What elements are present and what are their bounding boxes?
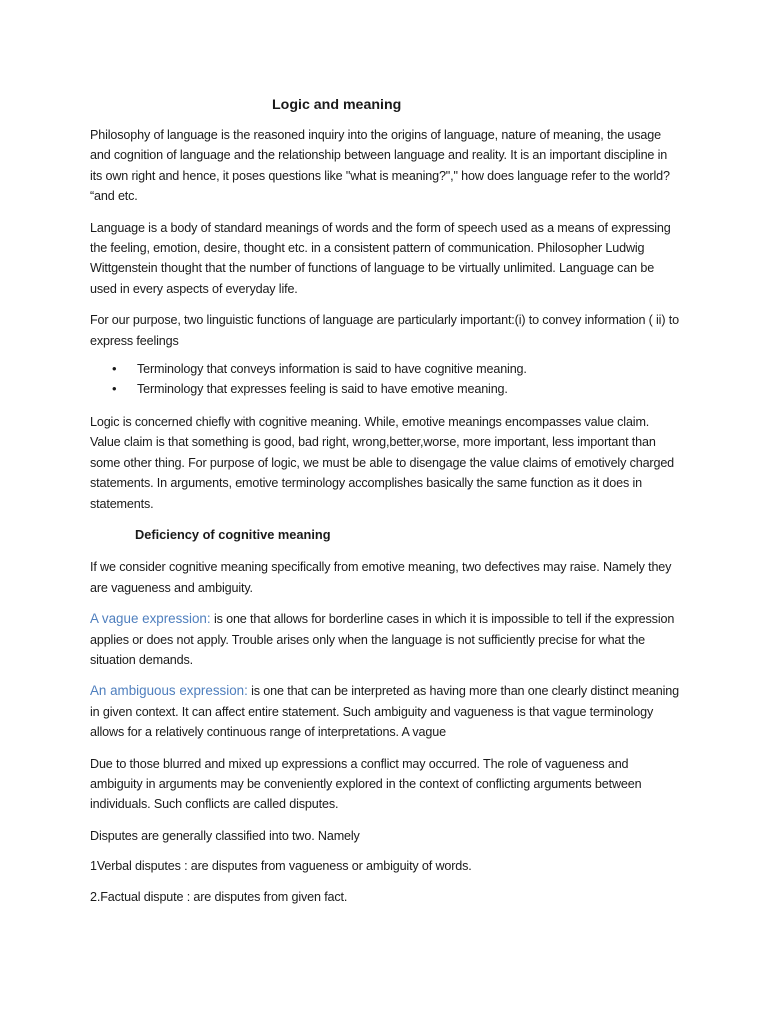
- paragraph-vague-expression: [90, 609, 682, 670]
- paragraph-disputes-context: Due to those blurred and mixed up expressions a conflict may occurred. The role of vagueness and ambiguity in arguments may be conveniently explored in the context of conflicting arguments between individuals. Such conflicts are called disputes.: [90, 756, 642, 812]
- paragraph-defectives: If we consider cognitive meaning specifically from emotive meaning, two defectives may raise. Namely they are vagueness and ambiguity.: [90, 560, 672, 595]
- document-title: Logic and meaning: [272, 97, 402, 113]
- paragraph-factual-dispute: 2.Factual dispute : are disputes from given fact.: [90, 889, 348, 904]
- ambiguous-expression-definition: is one that can be interpreted as having more than one clearly distinct meaning in given context. It can affect entire statement. Such ambiguity and vagueness is that vague terminology allows for a relatively continuous range of interpretations. A vague: [90, 684, 679, 740]
- paragraph-logic-cognitive-meaning: Logic is concerned chiefly with cognitive meaning. While, emotive meanings encompasses value claim. Value claim is that something is good, bad right, wrong,better,worse, more important, less important than some other thing. For purpose of logic, we must be able to disengage the value claims of emotively charged statements. In arguments, emotive terminology accomplishes basically the same function as it does in statements.: [90, 414, 675, 511]
- document-body: [90, 94, 682, 917]
- bullet-emotive-meaning: • Terminology that expresses feeling is said to have emotive meaning.: [137, 379, 682, 399]
- meaning-bullet-list: [90, 359, 682, 400]
- paragraph-ambiguous-expression: [90, 681, 682, 742]
- vague-expression-term: A vague expression:: [90, 611, 211, 627]
- paragraph-language-definition: Language is a body of standard meanings of words and the form of speech used as a means of expressing the feeling, emotion, desire, thought etc. in a consistent pattern of communication. Philosopher Ludwig Wittgenstein thought that the number of functions of language to be virtually unlimited. Language can be used in every aspects of everyday life.: [90, 220, 671, 296]
- ambiguous-expression-term: An ambiguous expression:: [90, 683, 248, 699]
- paragraph-philosophy-of-language: Philosophy of language is the reasoned inquiry into the origins of language, nature of meaning, the usage and cognition of language and the relationship between language and reality. It is an important discipline in its own right and hence, it poses questions like "what is meaning?"," how does language refer to the world? “and etc.: [90, 128, 670, 204]
- section-subheading: Deficiency of cognitive meaning: [135, 526, 331, 542]
- bullet-cognitive-meaning: • Terminology that conveys information is said to have cognitive meaning.: [137, 359, 682, 379]
- vague-expression-definition: is one that allows for borderline cases in which it is impossible to tell if the expression applies or does not apply. Trouble arises only when the language is not sufficiently precise for what the situation demands.: [90, 612, 675, 667]
- paragraph-linguistic-functions: For our purpose, two linguistic functions of language are particularly important:(i) to convey information ( ii) to express feelings: [90, 313, 679, 348]
- paragraph-verbal-disputes: 1Verbal disputes : are disputes from vagueness or ambiguity of words.: [90, 859, 472, 874]
- paragraph-disputes-classification: Disputes are generally classified into two. Namely: [90, 828, 360, 843]
